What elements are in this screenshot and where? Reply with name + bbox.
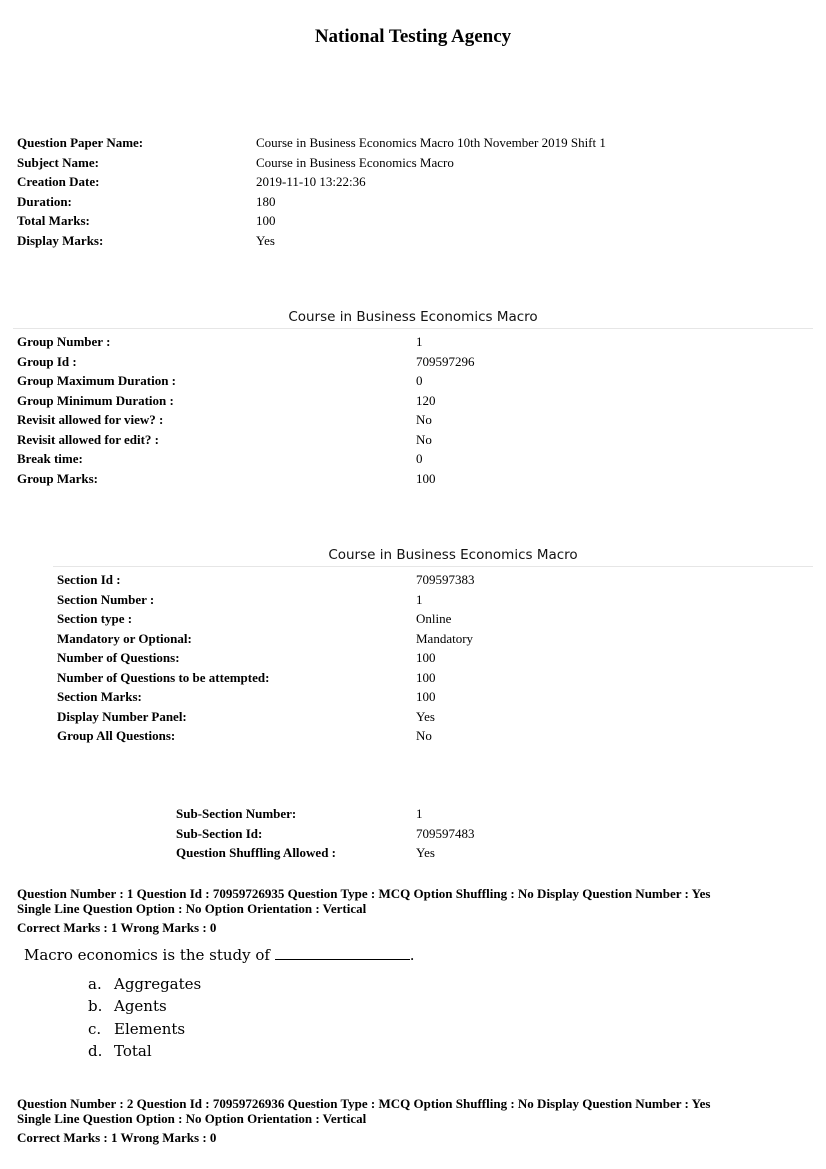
question-meta-line: Single Line Question Option : No Option Orientation : Vertical xyxy=(17,1111,367,1126)
subsection-info-label: Sub-Section Number: xyxy=(176,806,297,821)
group-info-label: Group Minimum Duration : xyxy=(17,392,174,408)
section-info-value: Yes xyxy=(416,708,435,724)
option-text: Aggregates xyxy=(114,975,202,993)
subsection-info-label: Question Shuffling Allowed : xyxy=(176,845,337,860)
subsection-info-row xyxy=(176,843,475,863)
section-info-value: 709597383 xyxy=(416,572,475,587)
option-text: Total xyxy=(114,1041,152,1060)
section-info-label: Section Number : xyxy=(57,591,155,607)
paper-info-label: Subject Name: xyxy=(17,154,99,170)
section-info-label: Section Marks: xyxy=(57,689,142,704)
paper-info-label: Total Marks: xyxy=(17,213,90,228)
group-banner-divider xyxy=(13,328,813,329)
section-info-row xyxy=(57,648,475,668)
option xyxy=(88,975,201,997)
group-info-value: 120 xyxy=(416,392,436,408)
paper-info-label: Duration: xyxy=(17,193,72,209)
section-info-row xyxy=(57,570,475,590)
subsection-info-row xyxy=(176,804,475,824)
paper-info-row xyxy=(17,231,606,251)
group-info-row xyxy=(17,352,475,372)
section-info-row xyxy=(57,668,475,688)
group-info-value: 709597296 xyxy=(416,353,475,369)
subsection-info-value: Yes xyxy=(416,845,435,860)
group-info-value: 100 xyxy=(416,470,436,486)
option xyxy=(88,997,201,1019)
paper-info-value: 180 xyxy=(256,193,276,209)
group-info-label: Break time: xyxy=(17,451,83,466)
question-meta-line: Question Number : 1 Question Id : 70959726935 Question Type : MCQ Option Shuffling : No Display Question Number : Yes xyxy=(17,886,711,901)
paper-info-value: Course in Business Economics Macro 10th November 2019 Shift 1 xyxy=(256,135,606,150)
group-info-row xyxy=(17,430,475,450)
section-info-row xyxy=(57,629,475,649)
paper-info-value: Yes xyxy=(256,232,275,248)
section-banner: Course in Business Economics Macro xyxy=(328,547,578,563)
paper-info-label: Creation Date: xyxy=(17,174,100,189)
question-marks-line: Correct Marks : 1 Wrong Marks : 0 xyxy=(17,1130,217,1145)
question-text-end: . xyxy=(409,946,415,964)
group-info-value: 1 xyxy=(416,334,423,349)
group-info-label: Group Number : xyxy=(17,334,111,349)
section-info-label: Group All Questions: xyxy=(57,728,176,743)
group-info xyxy=(17,332,475,488)
question-1-text xyxy=(24,946,415,964)
paper-info-row xyxy=(17,153,606,173)
question-meta-line: Single Line Question Option : No Option Orientation : Vertical xyxy=(17,901,367,916)
section-info-label: Section Id : xyxy=(57,572,121,587)
section-info-row xyxy=(57,707,475,727)
group-info-value: 0 xyxy=(416,451,423,466)
subsection-info-row xyxy=(176,824,475,844)
subsection-info-label: Sub-Section Id: xyxy=(176,825,263,841)
group-info-value: 0 xyxy=(416,373,423,388)
group-info-row xyxy=(17,449,475,469)
option xyxy=(88,1042,201,1064)
group-info-label: Group Marks: xyxy=(17,470,99,486)
group-info-label: Group Id : xyxy=(17,353,77,369)
subsection-info xyxy=(176,804,475,863)
section-info-row xyxy=(57,590,475,610)
group-banner: Course in Business Economics Macro xyxy=(288,309,538,325)
option-letter: a. xyxy=(88,975,102,993)
group-info-row xyxy=(17,410,475,430)
section-info-value: Mandatory xyxy=(416,630,474,646)
group-info-row xyxy=(17,332,475,352)
section-info-row xyxy=(57,726,475,746)
section-info-value: Online xyxy=(416,611,452,626)
group-info-value: No xyxy=(416,412,432,427)
section-info-value: No xyxy=(416,728,432,743)
group-info-label: Group Maximum Duration : xyxy=(17,373,177,388)
option-letter: c. xyxy=(88,1019,102,1038)
paper-info-value: Course in Business Economics Macro xyxy=(256,154,454,170)
section-info xyxy=(57,570,475,746)
option-text: Elements xyxy=(114,1019,186,1038)
paper-info xyxy=(17,133,606,250)
option-letter: b. xyxy=(88,997,103,1016)
option-letter: d. xyxy=(88,1041,103,1060)
option xyxy=(88,1020,201,1042)
section-info-value: 100 xyxy=(416,650,436,665)
group-info-row xyxy=(17,391,475,411)
question-2-meta xyxy=(17,1096,710,1145)
option-text: Agents xyxy=(114,997,167,1016)
section-info-label: Display Number Panel: xyxy=(57,708,187,724)
group-info-value: No xyxy=(416,431,432,447)
subsection-info-value: 709597483 xyxy=(416,825,475,841)
section-info-value: 100 xyxy=(416,689,436,704)
paper-info-label: Display Marks: xyxy=(17,232,104,248)
section-info-label: Mandatory or Optional: xyxy=(57,630,192,646)
paper-info-value: 100 xyxy=(256,213,276,228)
answer-blank xyxy=(275,947,410,960)
section-info-label: Section type : xyxy=(57,611,133,626)
paper-info-row xyxy=(17,133,606,153)
section-info-value: 1 xyxy=(416,591,423,607)
group-info-row xyxy=(17,371,475,391)
paper-info-row xyxy=(17,211,606,231)
paper-info-label: Question Paper Name: xyxy=(17,135,144,150)
group-info-row xyxy=(17,469,475,489)
paper-info-row xyxy=(17,192,606,212)
section-banner-divider xyxy=(53,566,813,567)
paper-info-row xyxy=(17,172,606,192)
section-info-row xyxy=(57,687,475,707)
group-info-label: Revisit allowed for view? : xyxy=(17,412,164,427)
section-info-label: Number of Questions to be attempted: xyxy=(57,669,270,685)
question-text: Macro economics is the study of xyxy=(24,946,270,964)
question-meta-line: Question Number : 2 Question Id : 70959726936 Question Type : MCQ Option Shuffling : No Display Question Number : Yes xyxy=(17,1096,711,1111)
subsection-info-value: 1 xyxy=(416,806,423,821)
page-title: National Testing Agency xyxy=(314,26,512,47)
section-info-label: Number of Questions: xyxy=(57,650,180,665)
section-info-row xyxy=(57,609,475,629)
question-1-options xyxy=(88,975,201,1064)
section-info-value: 100 xyxy=(416,669,436,685)
paper-info-value: 2019-11-10 13:22:36 xyxy=(256,174,366,189)
question-1-meta xyxy=(17,886,710,935)
group-info-label: Revisit allowed for edit? : xyxy=(17,431,160,447)
question-marks-line: Correct Marks : 1 Wrong Marks : 0 xyxy=(17,920,217,935)
